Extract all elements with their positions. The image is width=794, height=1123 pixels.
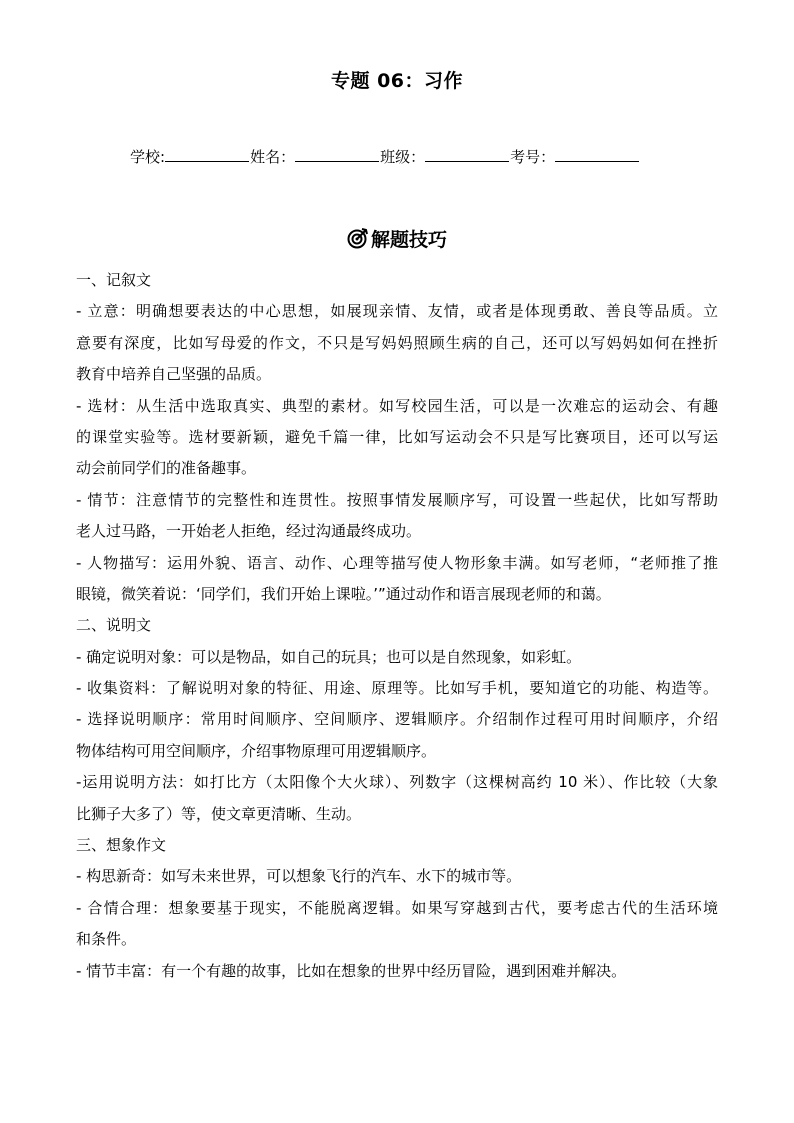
exam-number-label: 考号：	[510, 148, 556, 166]
text-line: - 构思新奇：如写未来世界，可以想象飞行的汽车、水下的城市等。	[76, 867, 522, 886]
text-line: - 合情合理：想象要基于现实，不能脱离逻辑。如果写穿越到古代，要考虑古代的生活环境	[76, 898, 718, 917]
name-label: 姓名：	[250, 148, 296, 166]
body-text	[76, 265, 718, 987]
section-heading-text: 解题技巧	[370, 229, 447, 251]
target-icon	[347, 227, 369, 249]
text-line: 教育中培养自己坚强的品质。	[76, 365, 272, 384]
class-blank	[425, 147, 509, 162]
school-blank	[165, 147, 249, 162]
exam-number-blank	[555, 147, 639, 162]
text-line: 二、说明文	[76, 616, 152, 635]
text-line: -运用说明方法：如打比方（太阳像个大火球）、列数字（这棵树高约 10 米）、作比较（大象	[76, 773, 718, 792]
name-blank	[295, 147, 379, 162]
text-line: 比狮子大多了）等，使文章更清晰、生动。	[76, 804, 362, 823]
document-title: 专题 06：习作	[330, 70, 464, 92]
text-line: 意要有深度，比如写母爱的作文，不只是写妈妈照顾生病的自己，还可以写妈妈如何在挫折	[76, 333, 718, 352]
text-line: 眼镜，微笑着说：‘同学们，我们开始上课啦。’”通过动作和语言展现老师的和蔼。	[76, 584, 611, 603]
text-line: - 选材：从生活中选取真实、典型的素材。如写校园生活，可以是一次难忘的运动会、有趣	[76, 396, 718, 415]
text-line: 和条件。	[76, 930, 137, 949]
text-line: 老人过马路，一开始老人拒绝，经过沟通最终成功。	[76, 522, 422, 541]
text-line: 物体结构可用空间顺序，介绍事物原理可用逻辑顺序。	[76, 741, 437, 760]
text-line: - 立意：明确想要表达的中心思想，如展现亲情、友情，或者是体现勇敢、善良等品质。立	[76, 302, 718, 321]
text-line: - 人物描写：运用外貌、语言、动作、心理等描写使人物形象丰满。如写老师，“老师推了推	[76, 553, 718, 572]
text-line: - 情节丰富：有一个有趣的故事，比如在想象的世界中经历冒险，遇到困难并解决。	[76, 961, 627, 980]
text-line: 一、记叙文	[76, 271, 152, 289]
student-info-row	[130, 146, 640, 167]
section-heading	[0, 225, 794, 252]
text-line: - 收集资料：了解说明对象的特征、用途、原理等。比如写手机，要知道它的功能、构造等。	[76, 679, 718, 698]
text-line: 动会前同学们的准备趣事。	[76, 459, 257, 478]
text-line: - 情节：注意情节的完整性和连贯性。按照事情发展顺序写，可设置一些起伏，比如写帮助	[76, 490, 718, 509]
text-line: - 确定说明对象：可以是物品，如自己的玩具；也可以是自然现象，如彩虹。	[76, 647, 582, 666]
school-label: 学校:	[130, 148, 166, 166]
class-label: 班级：	[380, 148, 426, 166]
text-line: 的课堂实验等。选材要新颖，避免千篇一律，比如写运动会不只是写比赛项目，还可以写运	[76, 427, 718, 446]
text-line: - 选择说明顺序：常用时间顺序、空间顺序、逻辑顺序。介绍制作过程可用时间顺序，介绍	[76, 710, 718, 729]
text-line: 三、想象作文	[76, 836, 167, 855]
